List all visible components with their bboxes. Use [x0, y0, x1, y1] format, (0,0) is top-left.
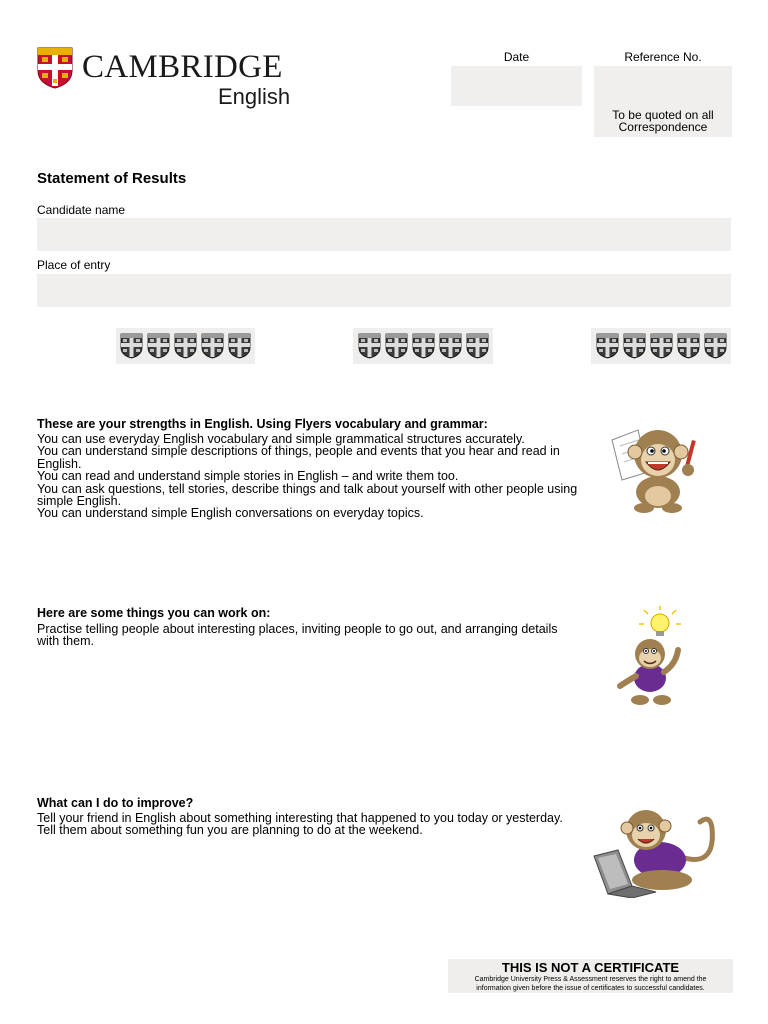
shield-icon [174, 333, 197, 359]
shield-icon [412, 333, 435, 359]
shield-icon [704, 333, 727, 359]
shield-strip-2 [353, 328, 493, 364]
improve-line: Tell your friend in English about something interesting that happened to you today or yesterday. [37, 811, 563, 825]
shield-icon [358, 333, 381, 359]
logo-wordmark: CAMBRIDGE [82, 49, 283, 85]
monkey-idea-illustration [616, 606, 692, 706]
shield-strip-3 [591, 328, 731, 364]
improve-line: Tell them about something fun you are planning to do at the weekend. [37, 823, 423, 838]
shield-icon [147, 333, 170, 359]
improve-body [37, 812, 597, 837]
shield-icon [439, 333, 462, 359]
candidate-name-label: Candidate name [37, 203, 126, 217]
certificate-title: THIS IS NOT A CERTIFICATE [501, 960, 680, 975]
strength-line: You can read and understand simple stories in English – and write them too. [37, 469, 459, 484]
cambridge-shield-logo [37, 47, 73, 89]
shield-icon [623, 333, 646, 359]
certificate-note-line2: information given before the issue of certificates to successful candidates. [476, 985, 705, 992]
strength-line: You can ask questions, tell stories, describe things and talk about yourself with other people using simple English. [37, 481, 578, 509]
date-box [451, 66, 582, 106]
monkey-laptop-illustration [592, 800, 726, 898]
place-of-entry-label: Place of entry [37, 258, 111, 272]
certificate-note-line1: Cambridge University Press & Assessment reserves the right to amend the [474, 976, 707, 983]
strength-line: You can understand simple English conversations on everyday topics. [37, 506, 424, 521]
reference-note-line2: Correspondence [618, 120, 708, 134]
monkey-writing-illustration [608, 418, 708, 514]
reference-label: Reference No. [624, 50, 702, 64]
reference-note-line1: To be quoted on all [612, 108, 714, 122]
page-title: Statement of Results [37, 170, 187, 187]
work-on-body [37, 623, 582, 648]
strength-line: You can use everyday English vocabulary and simple grammatical structures accurately. [37, 432, 525, 446]
work-on-line: Practise telling people about interesting places, inviting people to go out, and arranging details with them. [37, 622, 558, 649]
shield-icon [228, 333, 251, 359]
shield-icon [596, 333, 619, 359]
strengths-title: These are your strengths in English. Using Flyers vocabulary and grammar: [37, 417, 488, 431]
work-on-title: Here are some things you can work on: [37, 606, 271, 620]
reference-box [594, 66, 732, 137]
improve-title: What can I do to improve? [37, 796, 194, 810]
shield-icon [385, 333, 408, 359]
shield-icon [650, 333, 673, 359]
shield-icon [466, 333, 489, 359]
candidate-name-field [37, 218, 731, 251]
date-label: Date [503, 50, 530, 64]
strengths-body [37, 433, 597, 520]
not-a-certificate-notice [448, 959, 733, 993]
strength-line: You can understand simple descriptions of things, people and events that you hear and read in English. [37, 444, 560, 471]
shield-icon [201, 333, 224, 359]
shield-strip-1 [116, 328, 255, 364]
place-of-entry-field [37, 274, 731, 307]
shield-icon [677, 333, 700, 359]
shield-icon [120, 333, 143, 359]
logo-subtitle: English [218, 84, 291, 109]
